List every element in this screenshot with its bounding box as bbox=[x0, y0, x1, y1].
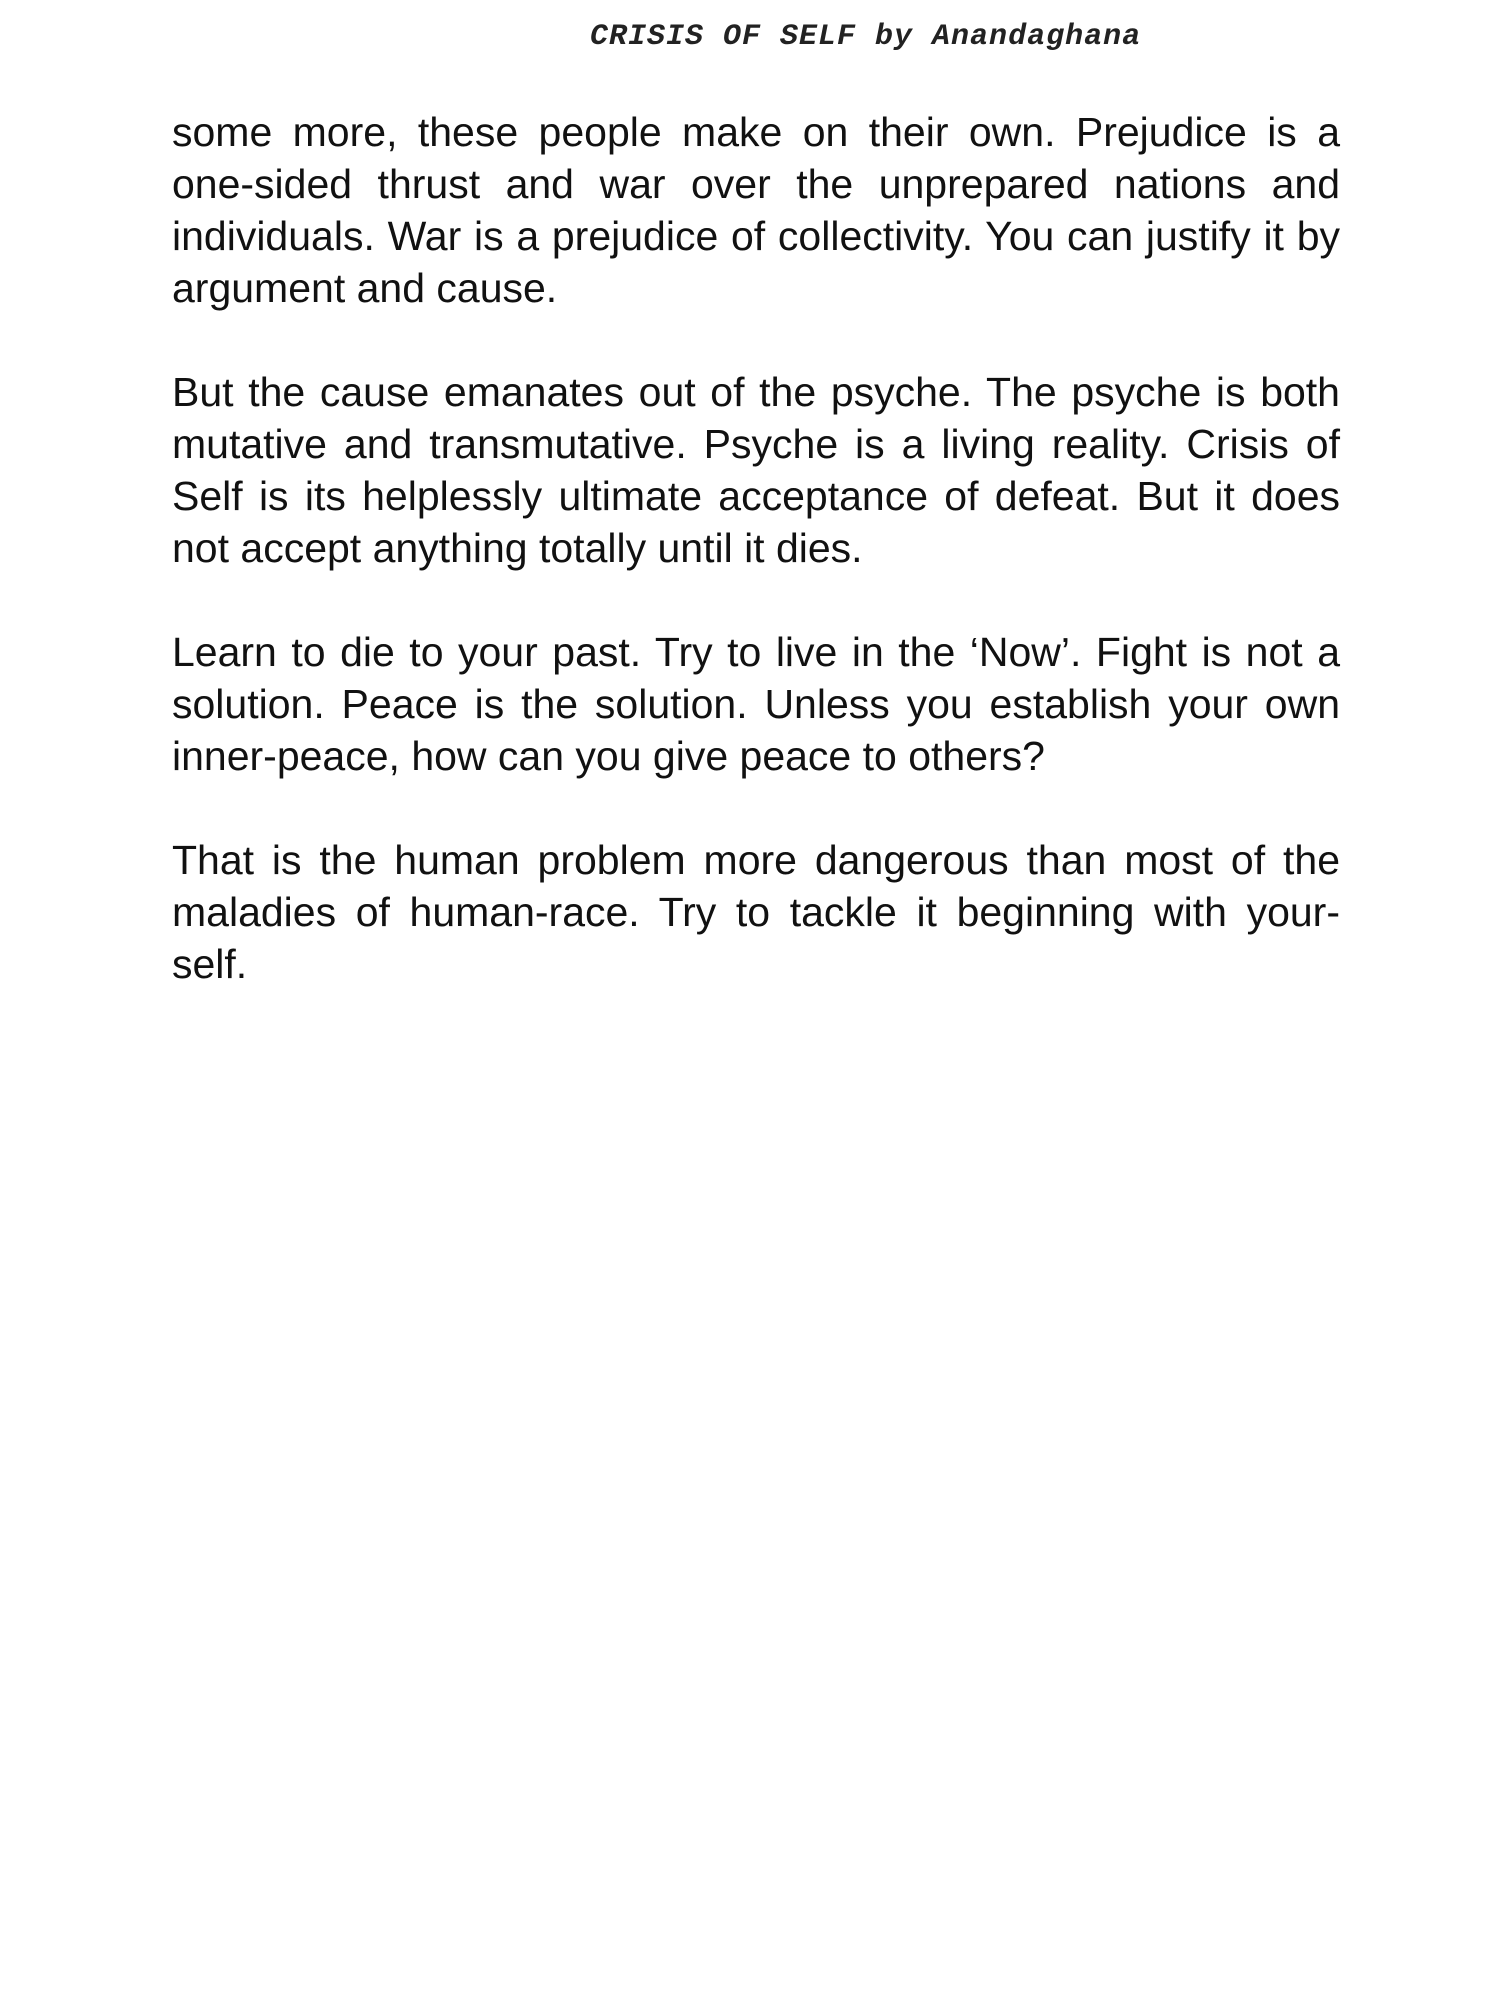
running-header: CRISIS OF SELF by Anandaghana bbox=[590, 20, 1142, 54]
paragraph: some more, these people make on their own. Prejudice is a one-sided thrust and war over the unprepared nations and individuals. War is a prejudice of collectivity. You can justify it by argument and cause. bbox=[172, 109, 1340, 311]
paragraph: But the cause emanates out of the psyche. The psyche is both mutative and transmutative. Psyche is a living reality. Crisis of Self is its helplessly ultimate acceptance of defeat. But it does not accept anything totally until it dies. bbox=[172, 369, 1340, 571]
body-text bbox=[172, 106, 1340, 1042]
paragraph: That is the human problem more dangerous than most of the maladies of human-race. Try to tackle it beginning with your-self. bbox=[172, 837, 1340, 987]
paragraph: Learn to die to your past. Try to live in the ‘Now’. Fight is not a solution. Peace is the solution. Unless you establish your own inner-peace, how can you give peace to others? bbox=[172, 629, 1340, 779]
